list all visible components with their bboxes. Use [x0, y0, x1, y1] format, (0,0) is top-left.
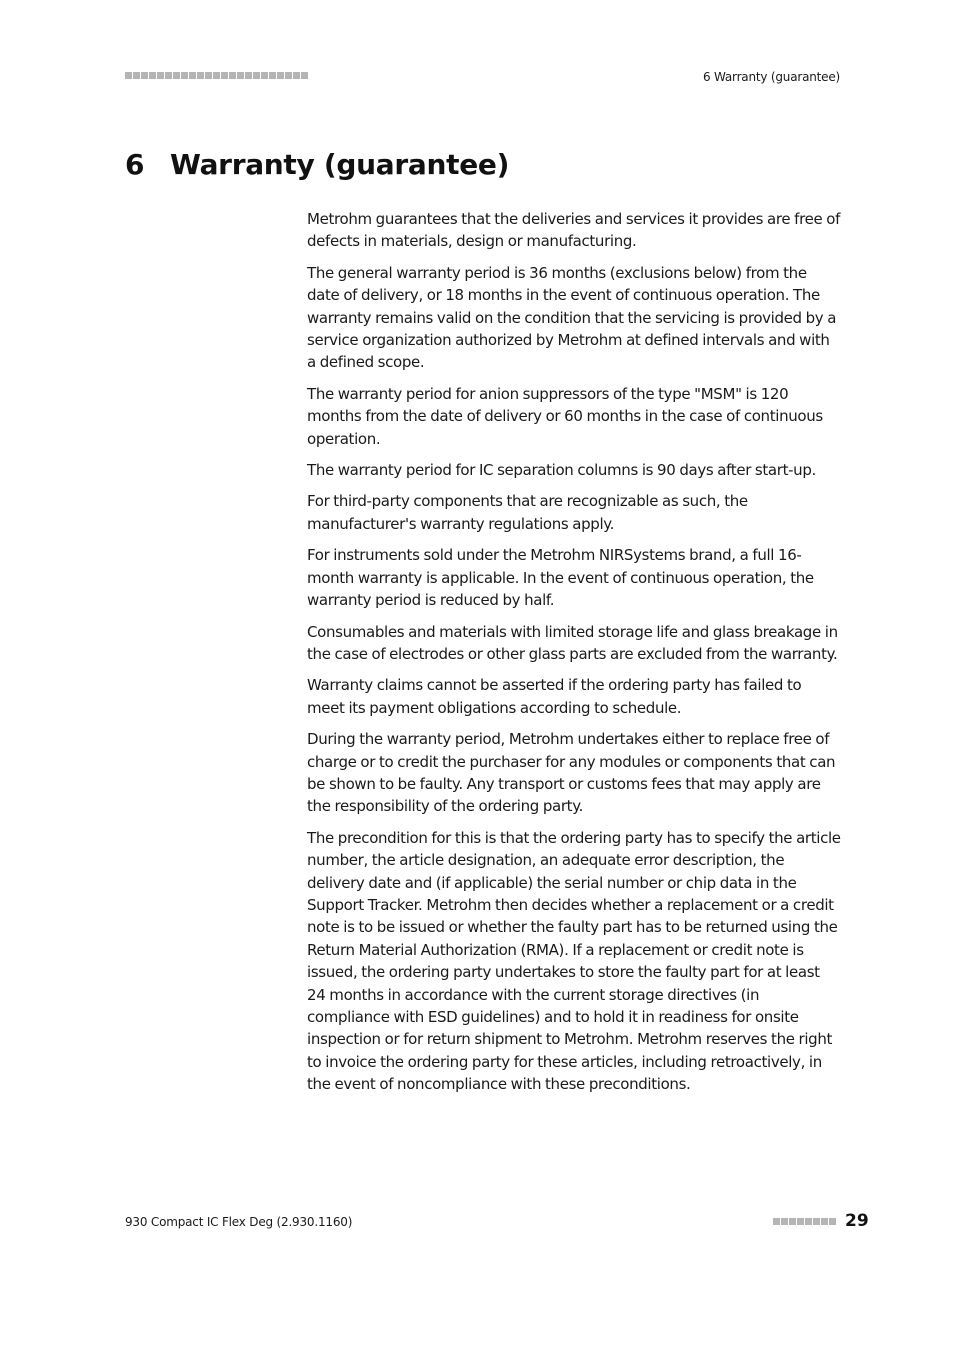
decorative-square: [269, 72, 276, 79]
decorative-square: [213, 72, 220, 79]
decorative-square: [245, 72, 252, 79]
decorative-square: [293, 72, 300, 79]
decorative-square: [149, 72, 156, 79]
paragraph: The warranty period for IC separation columns is 90 days after start-up.: [307, 461, 816, 480]
paragraph: Consumables and materials with limited storage life and glass breakage in the case of electrodes or other glass parts are excluded from the warranty.: [307, 622, 838, 663]
paragraph: During the warranty period, Metrohm undertakes either to replace free of charge or to credit the purchaser for any modules or components that can be shown to be faulty. Any transport or customs fees that may apply are the responsibility of the ordering party.: [307, 730, 836, 816]
running-header-title: 6 Warranty (guarantee): [702, 70, 840, 84]
chapter-title: Warranty (guarantee): [170, 148, 510, 181]
paragraph: Warranty claims cannot be asserted if the ordering party has failed to meet its payment obligations according to schedule.: [307, 676, 802, 717]
decorative-square: [221, 72, 228, 79]
header-decorative-squares: [125, 72, 308, 80]
paragraph: The general warranty period is 36 months (exclusions below) from the date of delivery, or 18 months in the event of continuous operation. The warranty remains valid on the condition that the servicing is provided by a service organization authorized by Metrohm at defined intervals and with a defined scope.: [307, 263, 837, 372]
decorative-square: [253, 72, 260, 79]
page-number: 29: [845, 1211, 869, 1231]
decorative-square: [781, 1218, 788, 1225]
body-text: [307, 208, 841, 1105]
decorative-square: [789, 1218, 796, 1225]
decorative-square: [133, 72, 140, 79]
paragraph: The precondition for this is that the ordering party has to specify the article number, the article designation, an adequate error description, the delivery date and (if applicable) the serial number or chip data in the Support Tracker. Metrohm then decides whether a replacement or a credit note is to be issued or whether the faulty part has to be returned using the Return Material Authorization (RMA). If a replacement or credit note is issued, the ordering party undertakes to store the faulty part for at least 24 months in accordance with the current storage directives (in compliance with ESD guidelines) and to hold it in readiness for onsite inspection or for return shipment to Metrohm. Metrohm reserves the right to invoice the ordering party for these articles, including retroactively, in the event of noncompliance with these preconditions.: [307, 828, 841, 1094]
decorative-square: [261, 72, 268, 79]
decorative-square: [205, 72, 212, 79]
paragraph: The warranty period for anion suppressors of the type "MSM" is 120 months from the date of delivery or 60 months in the case of continuous operation.: [307, 384, 823, 448]
decorative-square: [277, 72, 284, 79]
decorative-square: [301, 72, 308, 79]
decorative-square: [237, 72, 244, 79]
paragraph: For third-party components that are recognizable as such, the manufacturer's warranty regulations apply.: [307, 492, 748, 533]
footer-decorative-squares: [773, 1218, 836, 1225]
paragraph: Metrohm guarantees that the deliveries and services it provides are free of defects in materials, design or manufacturing.: [307, 210, 841, 251]
decorative-square: [805, 1218, 812, 1225]
decorative-square: [821, 1218, 828, 1225]
decorative-square: [173, 72, 180, 79]
decorative-square: [197, 72, 204, 79]
decorative-square: [157, 72, 164, 79]
decorative-square: [285, 72, 292, 79]
decorative-square: [141, 72, 148, 79]
decorative-square: [125, 72, 132, 79]
decorative-square: [773, 1218, 780, 1225]
decorative-square: [229, 72, 236, 79]
decorative-square: [189, 72, 196, 79]
chapter-number: 6: [125, 148, 145, 181]
decorative-square: [181, 72, 188, 79]
decorative-square: [165, 72, 172, 79]
paragraph: For instruments sold under the Metrohm NIRSystems brand, a full 16-month warranty is applicable. In the event of continuous operation, the warranty period is reduced by half.: [307, 546, 814, 610]
decorative-square: [813, 1218, 820, 1225]
decorative-square: [829, 1218, 836, 1225]
footer-product-name: 930 Compact IC Flex Deg (2.930.1160): [125, 1215, 353, 1229]
chapter-heading: [125, 148, 509, 181]
decorative-square: [797, 1218, 804, 1225]
